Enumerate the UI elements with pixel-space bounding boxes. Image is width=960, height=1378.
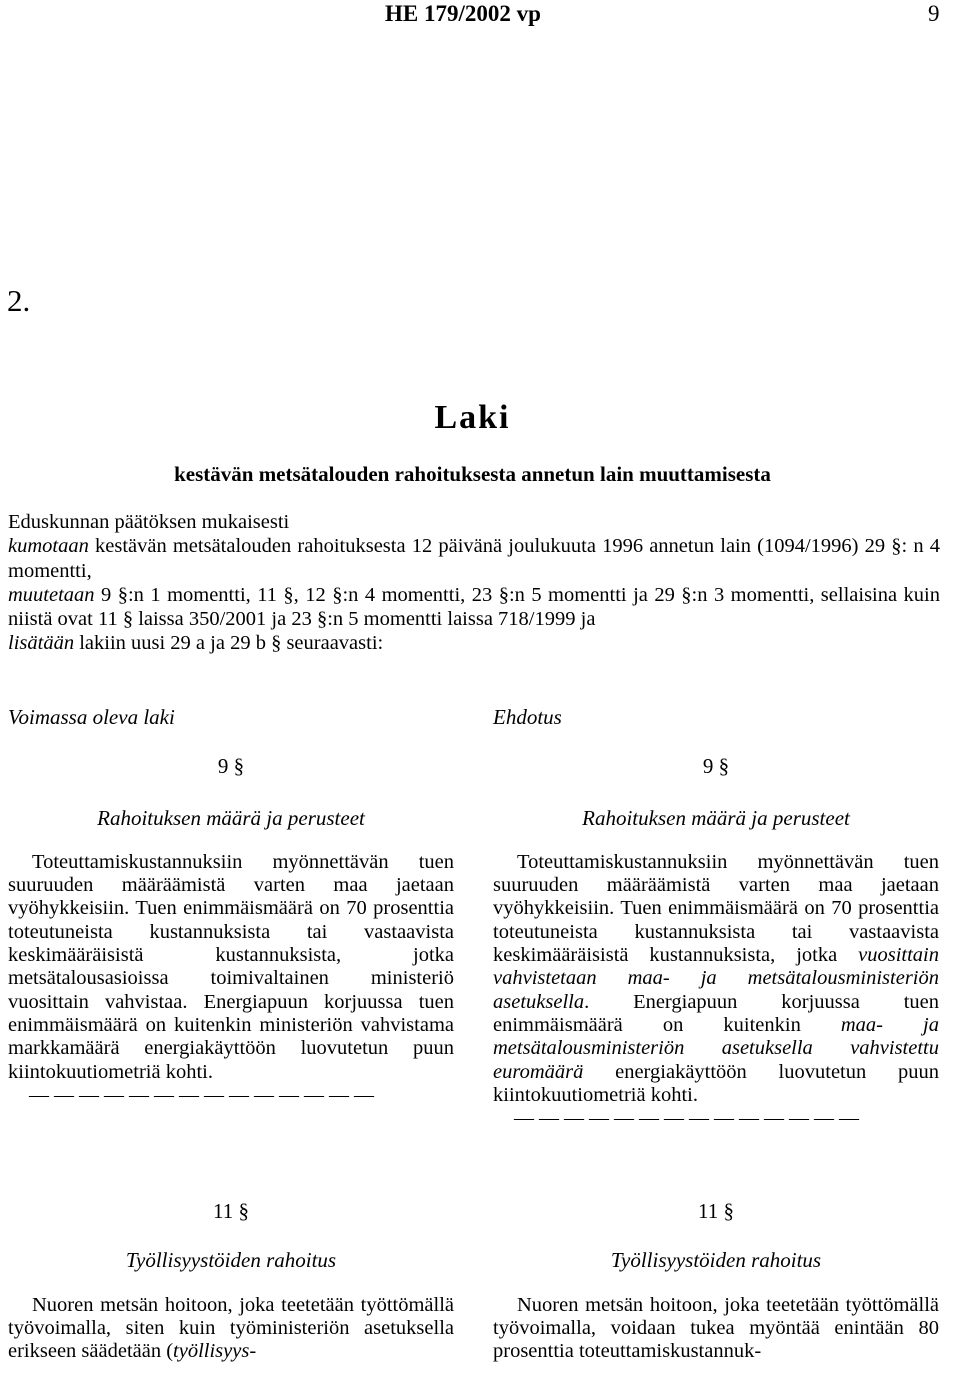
column-heading-current-law: Voimassa oleva laki — [8, 705, 175, 729]
muutetaan-text: 9 §:n 1 momentti, 11 §, 12 §:n 4 momentti, 23 §:n 5 momentti ja 29 §:n 3 momentti, sellaisina kuin niistä ovat 11 § laissa 350/2001 ja 23 §:n 5 momentti laissa 718/1999 ja — [8, 583, 940, 631]
text-part: . Energiapuun korjuussa tuen enimmäismäärä on kuitenkin — [493, 990, 939, 1036]
text-part: Toteuttamiskustannuksiin myönnettävän tuen suuruuden määräämistä varten maa jaetaan vyöhykkeisiin. Tuen enimmäismäärä on 70 prosenttia toteutuneista kustannuksista tai vastaavista keskimääräisistä kustannuksista, jotka — [493, 850, 939, 967]
section-text — [8, 1294, 454, 1364]
section-text: Nuoren metsän hoitoon, joka teetetään työttömällä työvoimalla, voidaan tukea myöntää enintään 80 prosenttia toteuttamiskustannuk- — [493, 1293, 939, 1363]
section-number: 9 § — [702, 754, 730, 779]
right-section-11 — [493, 1200, 939, 1363]
keyword-lisataan: lisätään — [8, 632, 75, 655]
text-part: Nuoren metsän hoitoon, joka teetetään työttömällä työvoimalla, siten kuin työministeriön asetuksella erikseen säädetään ( — [8, 1293, 454, 1363]
law-intro — [8, 510, 940, 656]
intro-line: Eduskunnan päätöksen mukaisesti — [8, 511, 290, 533]
intro-muutetaan — [8, 583, 940, 632]
text-part: energiakäyttöön luovutetun puun kiintokuutiometriä kohti. — [493, 1060, 939, 1106]
page-number: 9 — [928, 1, 940, 26]
section-number: 11 § — [213, 1199, 249, 1223]
section-number: 11 § — [698, 1199, 734, 1223]
amended-text: maa- ja metsätalousministeriön asetuksella vahvistettu euromäärä — [493, 1013, 940, 1083]
right-column — [493, 706, 939, 1130]
section-number: 9 § — [217, 754, 245, 779]
lisataan-text: lakiin uusi 29 a ja 29 b § seuraavasti: — [74, 632, 384, 655]
omission-dashes: — — — — — — — — — — — — — — — [29, 1083, 374, 1106]
document-id: HE 179/2002 vp — [385, 1, 541, 26]
amended-text: vuosittain vahvistetaan maa- ja metsätalousministeriön asetuksella — [493, 944, 939, 1013]
section-text: Toteuttamiskustannuksiin myönnettävän tuen suuruuden määräämistä varten maa jaetaan vyöhykkeisiin. Tuen enimmäismäärä on 70 prosenttia toteutuneista kustannuksista tai vastaavista keskimääräisistä kustannuksista, jotka metsätalousasioissa toimivaltainen ministeriö vuosittain vahvistaa. Energiapuun korjuussa tuen enimmäismäärä on kuitenkin ministeriön vahvistama markkamäärä energiakäyttöön luovutetun puun kiintokuutiometriä kohti. — [8, 850, 454, 1083]
italic-text: työllisyys- — [173, 1340, 257, 1363]
law-subtitle: kestävän metsätalouden rahoituksesta annetun lain muuttamisesta — [174, 462, 771, 486]
left-section-11 — [8, 1200, 454, 1363]
left-column — [8, 706, 454, 1107]
kumotaan-text: kestävän metsätalouden rahoituksesta 12 päivänä joulukuuta 1996 annetun lain (1094/1996) 29 §: n 4 momentti, — [8, 535, 940, 582]
section-title: Työllisyystöiden rahoitus — [125, 1248, 337, 1273]
omission-dashes: — — — — — — — — — — — — — — — [514, 1107, 859, 1130]
section-title: Rahoituksen määrä ja perusteet — [582, 805, 850, 830]
intro-lisataan — [8, 631, 940, 655]
intro-kumotaan — [8, 534, 940, 583]
section-text — [493, 851, 939, 1107]
column-heading-proposal: Ehdotus — [493, 705, 562, 729]
section-title: Työllisyystöiden rahoitus — [610, 1248, 822, 1273]
keyword-muutetaan: muutetaan — [8, 583, 95, 606]
law-title: Laki — [434, 399, 511, 436]
section-title: Rahoituksen määrä ja perusteet — [97, 805, 365, 830]
item-number: 2. — [7, 283, 31, 318]
keyword-kumotaan: kumotaan — [8, 535, 89, 558]
